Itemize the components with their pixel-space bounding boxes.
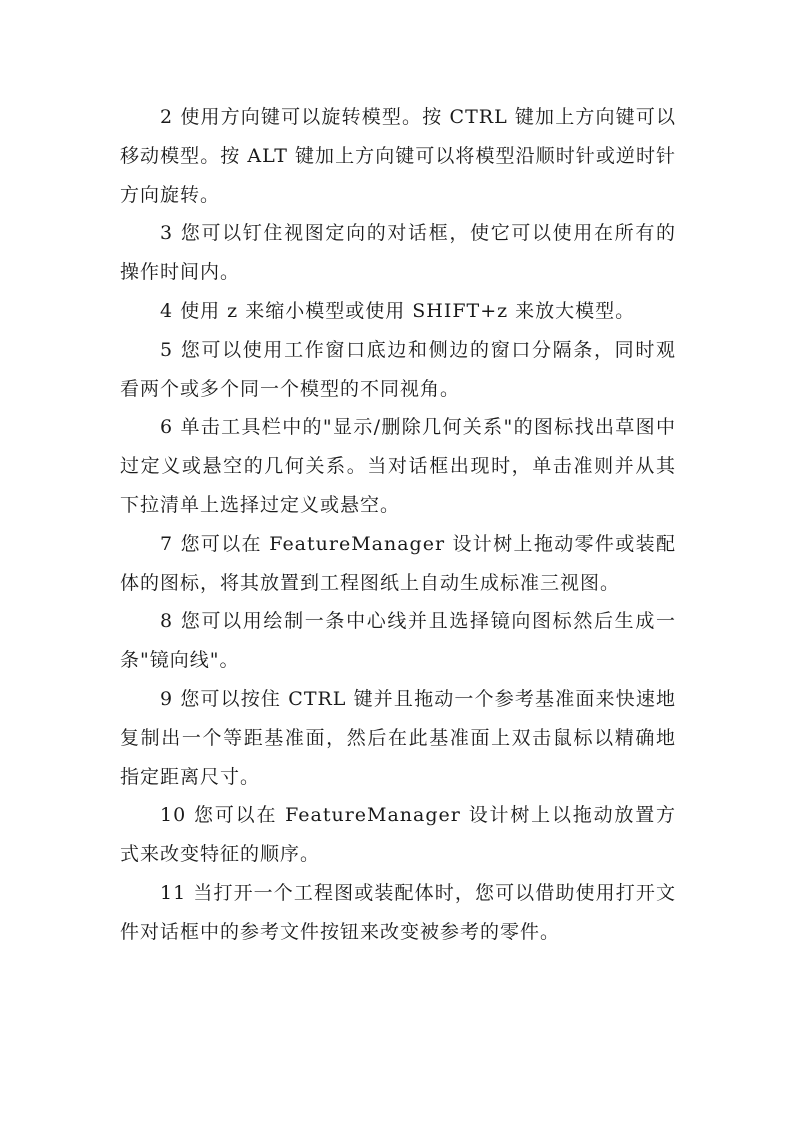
tip-paragraph-11: 11 当打开一个工程图或装配体时，您可以借助使用打开文件对话框中的参考文件按钮来改变被参考的零件。 [120, 881, 676, 943]
tip-paragraph-2: 2 使用方向键可以旋转模型。按 CTRL 键加上方向键可以移动模型。按 ALT 键加上方向键可以将模型沿顺时针或逆时针方向旋转。 [120, 106, 676, 206]
tip-paragraph-10: 10 您可以在 FeatureManager 设计树上以拖动放置方式来改变特征的顺序。 [120, 804, 676, 866]
tip-paragraph-4: 4 使用 z 来缩小模型或使用 SHIFT+z 来放大模型。 [160, 299, 636, 322]
tip-paragraph-9: 9 您可以按住 CTRL 键并且拖动一个参考基准面来快速地复制出一个等距基准面，然后在此基准面上双击鼠标以精确地指定距离尺寸。 [120, 687, 676, 788]
tip-paragraph-6: 6 单击工具栏中的"显示/删除几何关系"的图标找出草图中过定义或悬空的几何关系。当对话框出现时，单击准则并从其下拉清单上选择过定义或悬空。 [120, 416, 676, 516]
document-body [120, 98, 676, 952]
tip-paragraph-7: 7 您可以在 FeatureManager 设计树上拖动零件或装配体的图标，将其放置到工程图纸上自动生成标准三视图。 [120, 532, 676, 594]
tip-paragraph-3: 3 您可以钉住视图定向的对话框，使它可以使用在所有的操作时间内。 [120, 222, 676, 284]
tip-paragraph-5: 5 您可以使用工作窗口底边和侧边的窗口分隔条，同时观看两个或多个同一个模型的不同视角。 [120, 338, 676, 400]
tip-paragraph-8: 8 您可以用绘制一条中心线并且选择镜向图标然后生成一条"镜向线"。 [120, 610, 676, 672]
